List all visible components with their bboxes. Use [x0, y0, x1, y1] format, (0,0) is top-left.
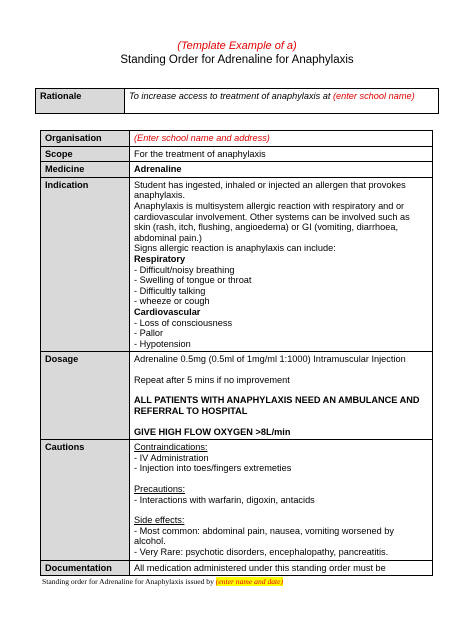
page-footer [42, 577, 283, 586]
contraindications-heading: Contraindications: [134, 442, 208, 453]
ambulance-notice: ALL PATIENTS WITH ANAPHYLAXIS NEED AN AMBULANCE AND REFERRAL TO HOSPITAL [134, 395, 420, 417]
document-title [0, 40, 474, 68]
table-row [41, 146, 433, 162]
documentation-label: Documentation [41, 560, 130, 576]
cardiovascular-item: - Pallor [134, 328, 164, 339]
rationale-value [125, 89, 439, 114]
documentation-value: All medication administered under this standing order must be [130, 560, 433, 576]
respiratory-item: - Difficult/noisy breathing [134, 264, 235, 275]
rationale-label: Rationale [36, 89, 125, 114]
side-effect-item: - Very Rare: psychotic disorders, encephalopathy, pancreatitis. [134, 547, 389, 557]
template-note: (Template Example of a) [177, 40, 297, 52]
scope-label: Scope [41, 146, 130, 162]
cardiovascular-item: - Hypotension [134, 338, 191, 349]
precaution-item: - Interactions with warfarin, digoxin, antacids [134, 494, 315, 505]
contraindication-item: - IV Administration [134, 452, 209, 463]
standing-order-table [40, 130, 433, 576]
indication-p2: Anaphylaxis is multisystem allergic reaction with respiratory and or cardiovascular involvement. Other systems can be involved such as skin (rash, itch, flushing, angioedema) or GI (vomiting, diarrhoea, abdominal pain.) [134, 200, 410, 243]
contraindication-item: - Injection into toes/fingers extremeties [134, 463, 292, 474]
indication-value [130, 177, 433, 352]
table-row [41, 177, 433, 352]
side-effects-heading: Side effects: [134, 515, 185, 526]
dosage-line: Adrenaline 0.5mg (0.5ml of 1mg/ml 1:1000) Intramuscular Injection [134, 354, 406, 365]
footer-placeholder: (enter name and date) [215, 577, 284, 586]
dosage-repeat: Repeat after 5 mins if no improvement [134, 374, 290, 385]
oxygen-notice: GIVE HIGH FLOW OXYGEN >8L/min [134, 426, 291, 437]
respiratory-item: - Difficultly talking [134, 285, 206, 296]
table-row [41, 352, 433, 440]
page-title: Standing Order for Adrenaline for Anaphylaxis [120, 54, 354, 66]
scope-value: For the treatment of anaphylaxis [130, 146, 433, 162]
medicine-value: Adrenaline [130, 162, 433, 178]
footer-text: Standing order for Adrenaline for Anaphylaxis issued by [42, 577, 216, 586]
medicine-label: Medicine [41, 162, 130, 178]
dosage-value [130, 352, 433, 440]
rationale-table [35, 88, 439, 114]
cautions-value [130, 440, 433, 560]
organisation-value: (Enter school name and address) [130, 131, 433, 147]
table-row [41, 162, 433, 178]
rationale-placeholder: (enter school name) [332, 91, 415, 101]
cardiovascular-item: - Loss of consciousness [134, 317, 233, 328]
table-row [41, 131, 433, 147]
table-row [41, 440, 433, 560]
cautions-label: Cautions [41, 440, 130, 560]
indication-p1: Student has ingested, inhaled or injected an allergen that provokes anaphylaxis. [134, 179, 406, 201]
respiratory-item: - wheeze or cough [134, 296, 210, 307]
table-row [41, 560, 433, 576]
organisation-label: Organisation [41, 131, 130, 147]
respiratory-heading: Respiratory [134, 253, 186, 264]
respiratory-item: - Swelling of tongue or throat [134, 275, 252, 286]
cardiovascular-heading: Cardiovascular [134, 306, 201, 317]
side-effect-item: - Most common: abdominal pain, nausea, vomiting worsened by alcohol. [134, 525, 394, 547]
precautions-heading: Precautions: [134, 484, 186, 495]
indication-label: Indication [41, 177, 130, 352]
rationale-text: To increase access to treatment of anaphylaxis at [129, 91, 333, 101]
indication-p3: Signs allergic reaction is anaphylaxis can include: [134, 243, 336, 254]
dosage-label: Dosage [41, 352, 130, 440]
